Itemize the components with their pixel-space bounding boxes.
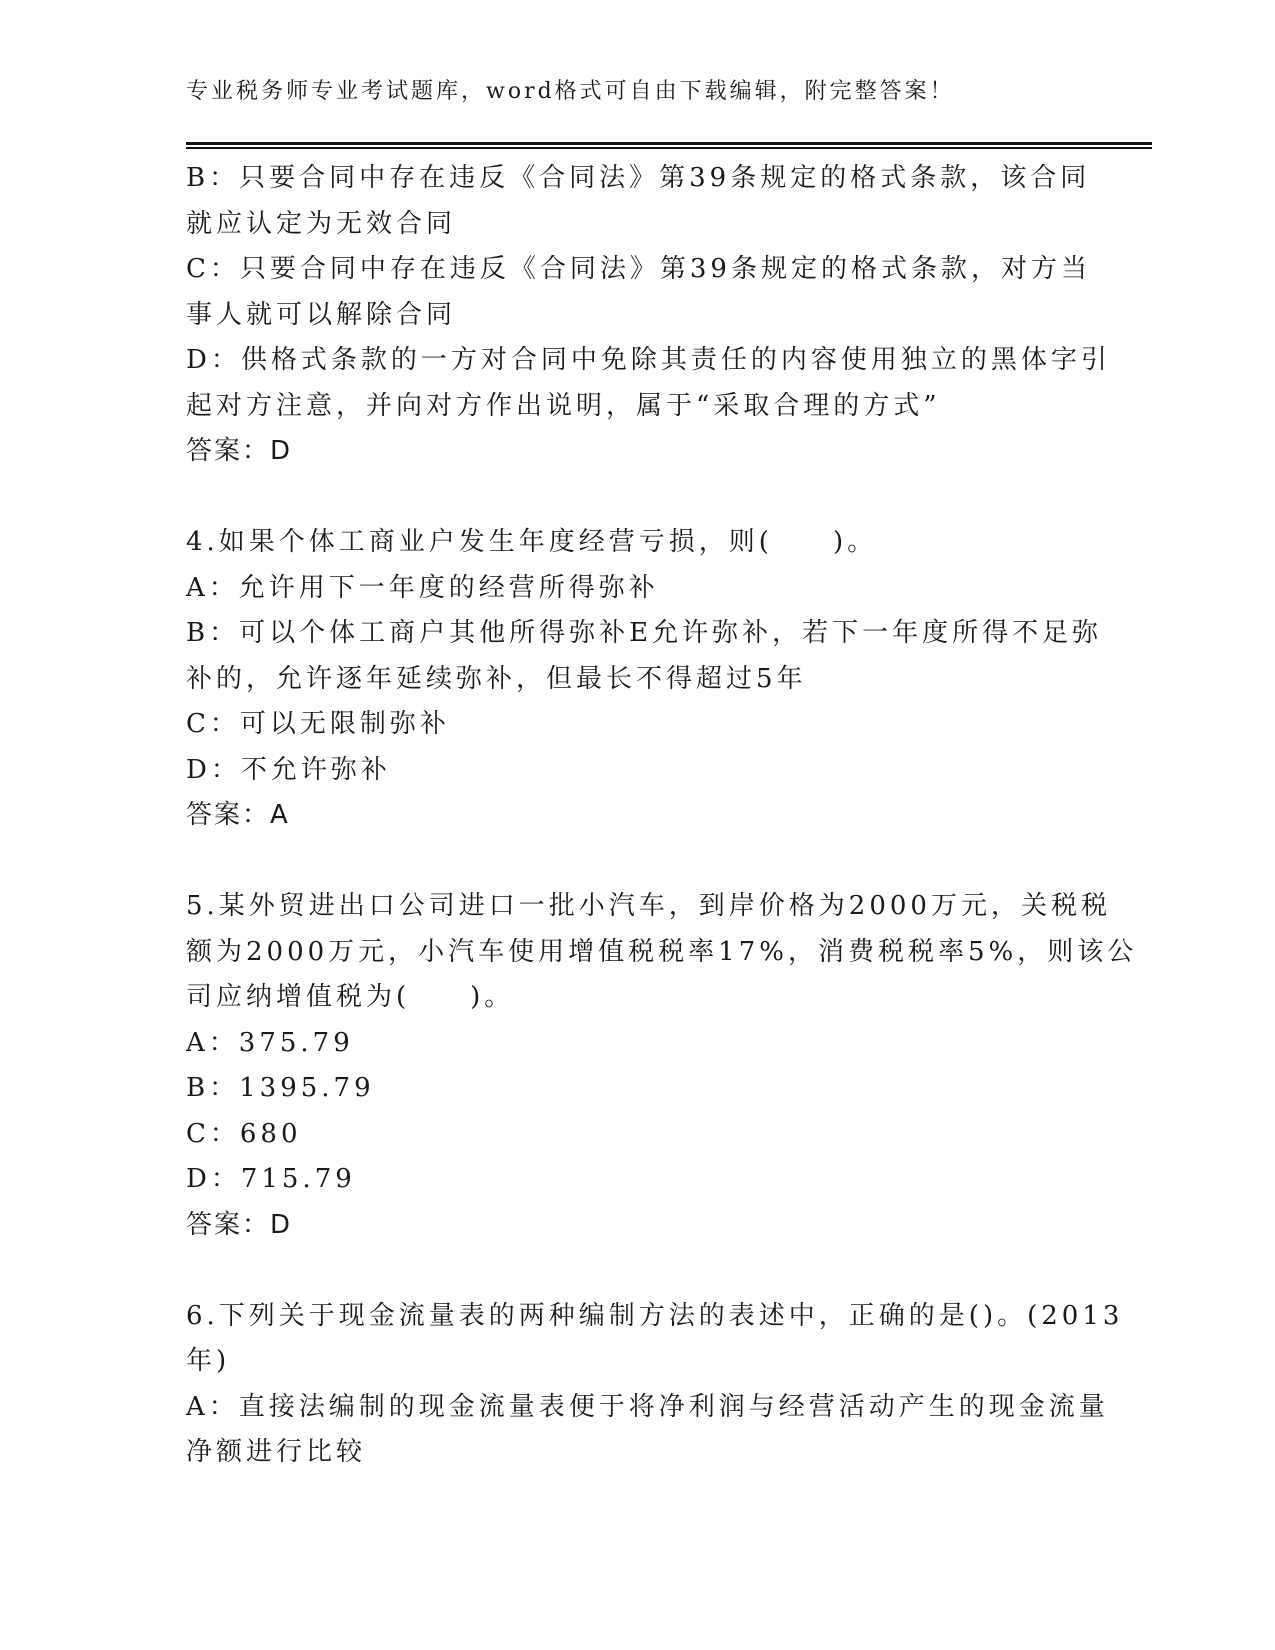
- answer-label: 答案：D: [186, 1209, 293, 1240]
- page-header: 专业税务师专业考试题库，word格式可自由下载编辑，附完整答案！: [186, 79, 955, 104]
- answer-label: 答案：A: [186, 800, 290, 830]
- block-spacer: [186, 839, 1076, 885]
- question-block-5: [186, 884, 1138, 1248]
- option-b-line-1: B：只要合同中存在违反《合同法》第39条规定的格式条款，该合同: [186, 163, 1091, 193]
- option-d: D：不允许弥补: [186, 754, 391, 785]
- answer-label: 答案：D: [186, 436, 293, 466]
- question-stem-line-2: 额为2000万元，小汽车使用增值税税率17%，消费税税率5%，则该公: [186, 936, 1138, 967]
- question-block-6: [186, 1294, 1124, 1476]
- question-stem-line-1: 6.下列关于现金流量表的两种编制方法的表述中，正确的是()。(2013: [186, 1300, 1124, 1331]
- question-block-4: [186, 520, 1103, 839]
- option-a-line-1: A：直接法编制的现金流量表便于将净利润与经营活动产生的现金流量: [186, 1391, 1109, 1422]
- block-spacer: [186, 1248, 1076, 1294]
- question-stem-line-3: 司应纳增值税为( )。: [186, 982, 515, 1012]
- option-b-line-2: 补的，允许逐年延续弥补，但最长不得超过5年: [186, 663, 807, 694]
- option-c-line-1: C：只要合同中存在违反《合同法》第39条规定的格式条款，对方当: [186, 254, 1091, 284]
- header-rule-thick: [186, 142, 1152, 145]
- question-stem-line-1: 5.某外贸进出口公司进口一批小汽车，到岸价格为2000万元，关税税: [186, 891, 1111, 921]
- option-a-line-2: 净额进行比较: [186, 1437, 367, 1467]
- option-d-line-2: 起对方注意，并向对方作出说明，属于“采取合理的方式”: [186, 390, 941, 421]
- option-d: D：715.79: [186, 1164, 356, 1194]
- option-a: A：允许用下一年度的经营所得弥补: [186, 572, 659, 603]
- question-block-3: [186, 156, 1111, 475]
- option-c: C：可以无限制弥补: [186, 709, 450, 739]
- question-content: [186, 156, 1138, 1476]
- option-a: A：375.79: [186, 1027, 354, 1058]
- option-d-line-1: D：供格式条款的一方对合同中免除其责任的内容使用独立的黑体字引: [186, 345, 1111, 375]
- option-b: B：1395.79: [186, 1073, 375, 1103]
- option-c-line-2: 事人就可以解除合同: [186, 299, 457, 330]
- question-stem-line-2: 年): [186, 1346, 231, 1376]
- header-double-rule: [186, 142, 1152, 149]
- block-spacer: [186, 475, 1076, 521]
- option-b-line-1: B：可以个体工商户其他所得弥补E允许弥补，若下一年度所得不足弥: [186, 618, 1103, 648]
- question-stem: 4.如果个体工商业户发生年度经营亏损，则( )。: [186, 527, 878, 557]
- header-rule-thin: [186, 147, 1152, 149]
- option-c: C：680: [186, 1118, 302, 1149]
- option-b-line-2: 就应认定为无效合同: [186, 208, 457, 239]
